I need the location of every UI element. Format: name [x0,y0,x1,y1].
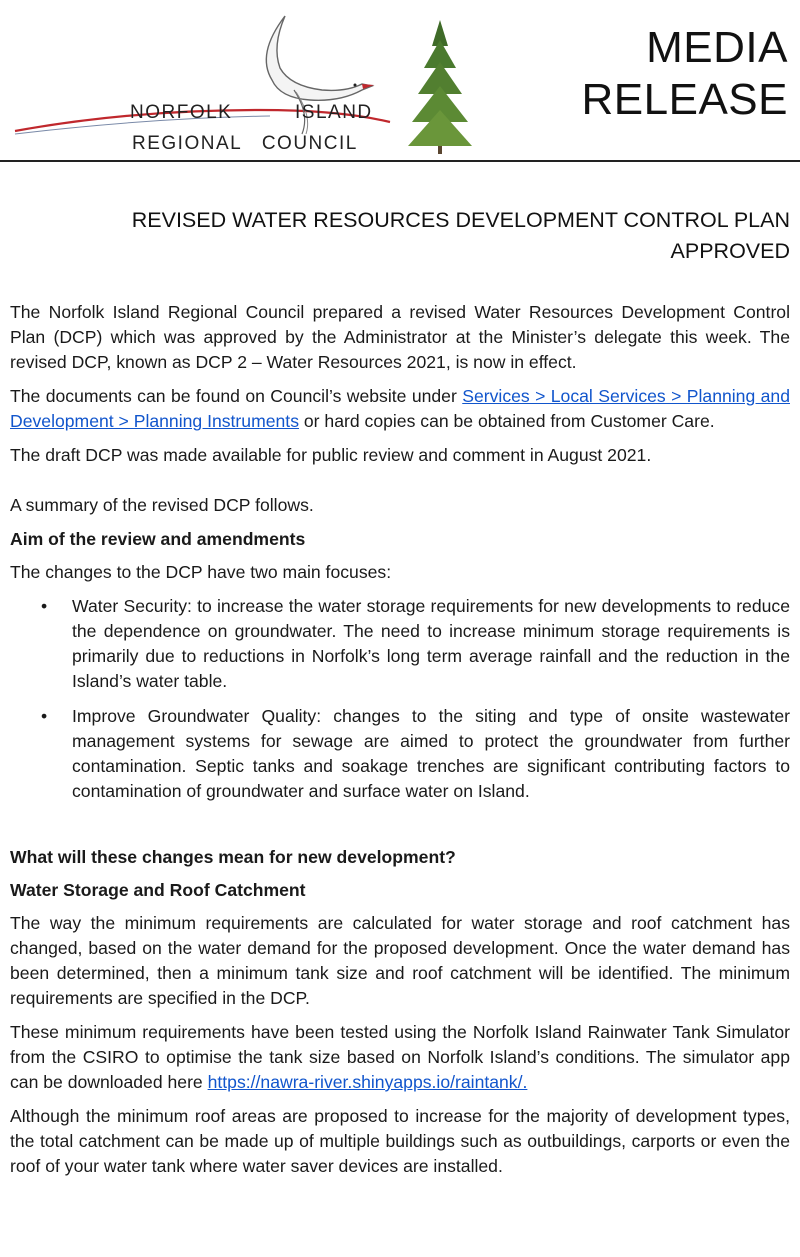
new-development-heading: What will these changes mean for new development? [10,847,456,867]
documents-paragraph: The documents can be found on Council’s website under Services > Local Services > Planning and Development > Planning Instruments or hard copies can be obtained from Customer Care. [10,386,790,431]
document-body [10,205,790,1188]
draft-paragraph: The draft DCP was made available for public review and comment in August 2021. [10,445,652,465]
document-title: REVISED WATER RESOURCES DEVELOPMENT CONTROL PLAN APPROVED [131,208,790,263]
water-storage-heading: Water Storage and Roof Catchment [10,880,306,900]
bullet-icon: • [41,596,48,616]
intro-paragraph: The Norfolk Island Regional Council prepared a revised Water Resources Development Control Plan (DCP) which was approved by the Administrator at the Minister’s delegate this week. The revised DCP, known as DCP 2 – Water Resources 2021, is now in effect. [10,302,790,372]
release-label: RELEASE [581,75,788,124]
roof-areas-paragraph: Although the minimum roof areas are proposed to increase for the majority of development types, the total catchment can be made up of multiple buildings such as outbuildings, carports or even the roof of your water tank where water saver devices are installed. [10,1106,790,1176]
planning-instruments-link[interactable]: Services > Local Services > Planning and Development > Planning Instruments [10,386,790,431]
header-divider [0,160,800,162]
logo-text-regional-council: REGIONAL COUNCIL [132,133,358,154]
list-item: • Water Security: to increase the water storage requirements for new developments to reduce the dependence on groundwater. The need to increase minimum storage requirements is primarily due to reductions in Norfolk’s long term average rainfall and the reduction in the Island’s water table. [41,596,790,691]
focus-list [10,594,790,804]
requirements-paragraph: The way the minimum requirements are calculated for water storage and roof catchment has changed, based on the water demand for the proposed development. Once the water demand has been determined, then a minimum tank size and roof catchment will be identified. The minimum requirements are specified in the DCP. [10,913,790,1008]
page-header [0,0,800,165]
council-logo [10,6,480,156]
bullet-icon: • [41,706,48,726]
simulator-paragraph: These minimum requirements have been tested using the Norfolk Island Rainwater Tank Simulator from the CSIRO to optimise the tank size based on Norfolk Island’s conditions. The simulator app can be downloaded here https://nawra-river.shinyapps.io/raintank/. [10,1022,790,1092]
raintank-simulator-link[interactable]: https://nawra-river.shinyapps.io/raintank/. [207,1072,528,1092]
logo-text-norfolk: NORFOLK [130,102,233,123]
norfolk-pine-tree-icon [408,20,472,154]
summary-paragraph: A summary of the revised DCP follows. [10,495,314,515]
aim-heading: Aim of the review and amendments [10,529,306,549]
media-label: MEDIA [646,23,788,72]
list-item: • Improve Groundwater Quality: changes to the siting and type of onsite wastewater management systems for sewage are aimed to protect the groundwater from further contamination. Septic tanks and soakage trenches are significant contributing factors to contamination of groundwater and surface water on Island. [41,706,790,801]
media-release-label [582,22,788,126]
logo-text-island: ISLAND [295,102,373,123]
focuses-paragraph: The changes to the DCP have two main focuses: [10,562,392,582]
